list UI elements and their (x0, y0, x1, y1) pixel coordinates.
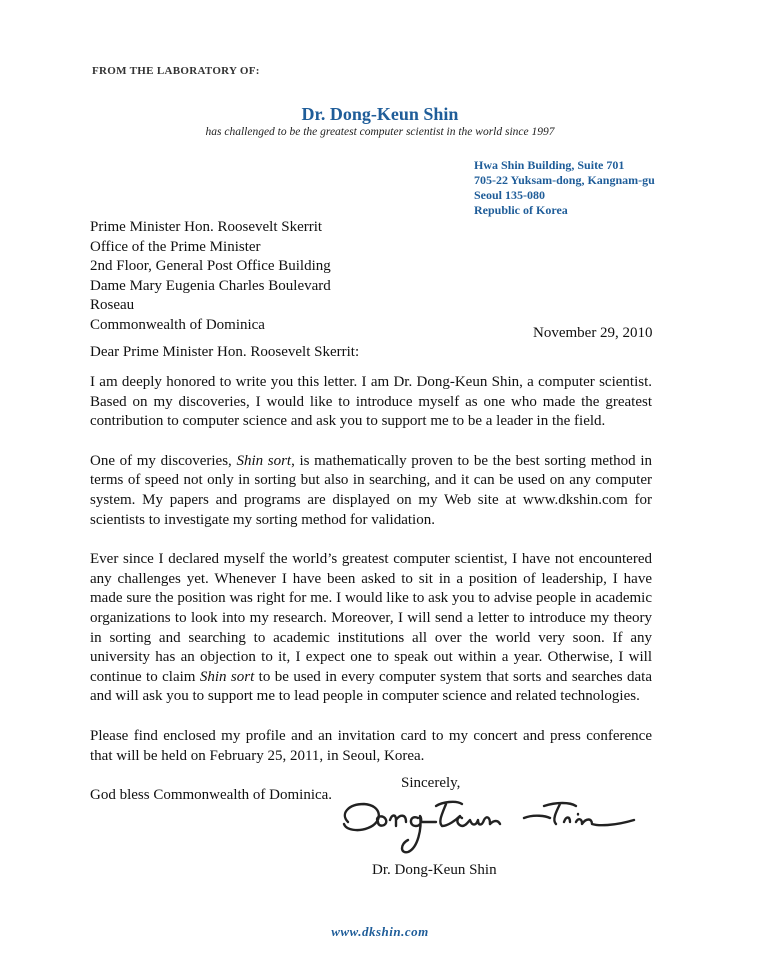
recipient-address-line: Roseau (90, 297, 135, 314)
body-paragraph: Please find enclosed my profile and an invitation card to my concert and press conference that will be held on February 25, 2011, in Seoul, Korea. (90, 727, 652, 764)
closing: Sincerely, (401, 775, 461, 791)
sender-address (474, 158, 655, 218)
letterhead-from-label: FROM THE LABORATORY OF: (92, 65, 260, 77)
letterhead-name: Dr. Dong-Keun Shin (301, 104, 459, 124)
handwritten-signature (338, 796, 638, 856)
recipient-address (90, 218, 331, 336)
recipient-address-line: Commonwealth of Dominica (90, 316, 265, 333)
letter-date: November 29, 2010 (533, 325, 653, 341)
body-paragraph: I am deeply honored to write you this letter. I am Dr. Dong-Keun Shin, a computer scientist. Based on my discoveries, I would like to introduce myself as one who made the greatest contribution to computer science and ask you to support me to be a leader in the field. (90, 374, 652, 430)
letter-body (90, 373, 652, 826)
recipient-address-line: 2nd Floor, General Post Office Building (90, 258, 331, 275)
salutation: Dear Prime Minister Hon. Roosevelt Skerrit: (90, 344, 360, 360)
sender-address-line: Hwa Shin Building, Suite 701 (474, 158, 625, 172)
footer-website-url: www.dkshin.com (331, 924, 429, 939)
letterhead-tagline: has challenged to be the greatest computer scientist in the world since 1997 (205, 126, 555, 138)
body-paragraph: One of my discoveries, Shin sort, is mathematically proven to be the best sorting method in terms of speed not only in sorting but also in searching, and it can be used on any computer system. My papers and programs are displayed on my Web site at www.dkshin.com for scientists to investigate my sorting method for validation. (90, 452, 652, 528)
body-paragraph: God bless Commonwealth of Dominica. (90, 787, 333, 804)
signer-name: Dr. Dong-Keun Shin (372, 862, 497, 878)
emphasis-shin-sort: Shin sort (199, 668, 255, 685)
emphasis-shin-sort: Shin sort (236, 452, 292, 469)
recipient-address-line: Prime Minister Hon. Roosevelt Skerrit (90, 219, 323, 235)
body-paragraph: Ever since I declared myself the world’s greatest computer scientist, I have not encountered any challenges yet. Whenever I have been asked to sit in a position of leadership, I have made sure the position was right for me. I would like to ask you to advise people in academic organizations to look into my research. Moreover, I will send a letter to introduce my theory in sorting and searching to academic institutions all over the world very soon. If any university has an objection to it, I expect one to speak out within a year. Otherwise, I will continue to claim Shin sort to be used in every computer system that sorts and searches data and will ask you to support me to lead people in computer science and related technologies. (90, 551, 653, 705)
recipient-address-line: Dame Mary Eugenia Charles Boulevard (90, 277, 331, 294)
recipient-address-line: Office of the Prime Minister (90, 238, 261, 255)
sender-address-line: Republic of Korea (474, 203, 568, 217)
sender-address-line: Seoul 135-080 (474, 188, 546, 202)
sender-address-line: 705-22 Yuksam-dong, Kangnam-gu (474, 173, 655, 187)
